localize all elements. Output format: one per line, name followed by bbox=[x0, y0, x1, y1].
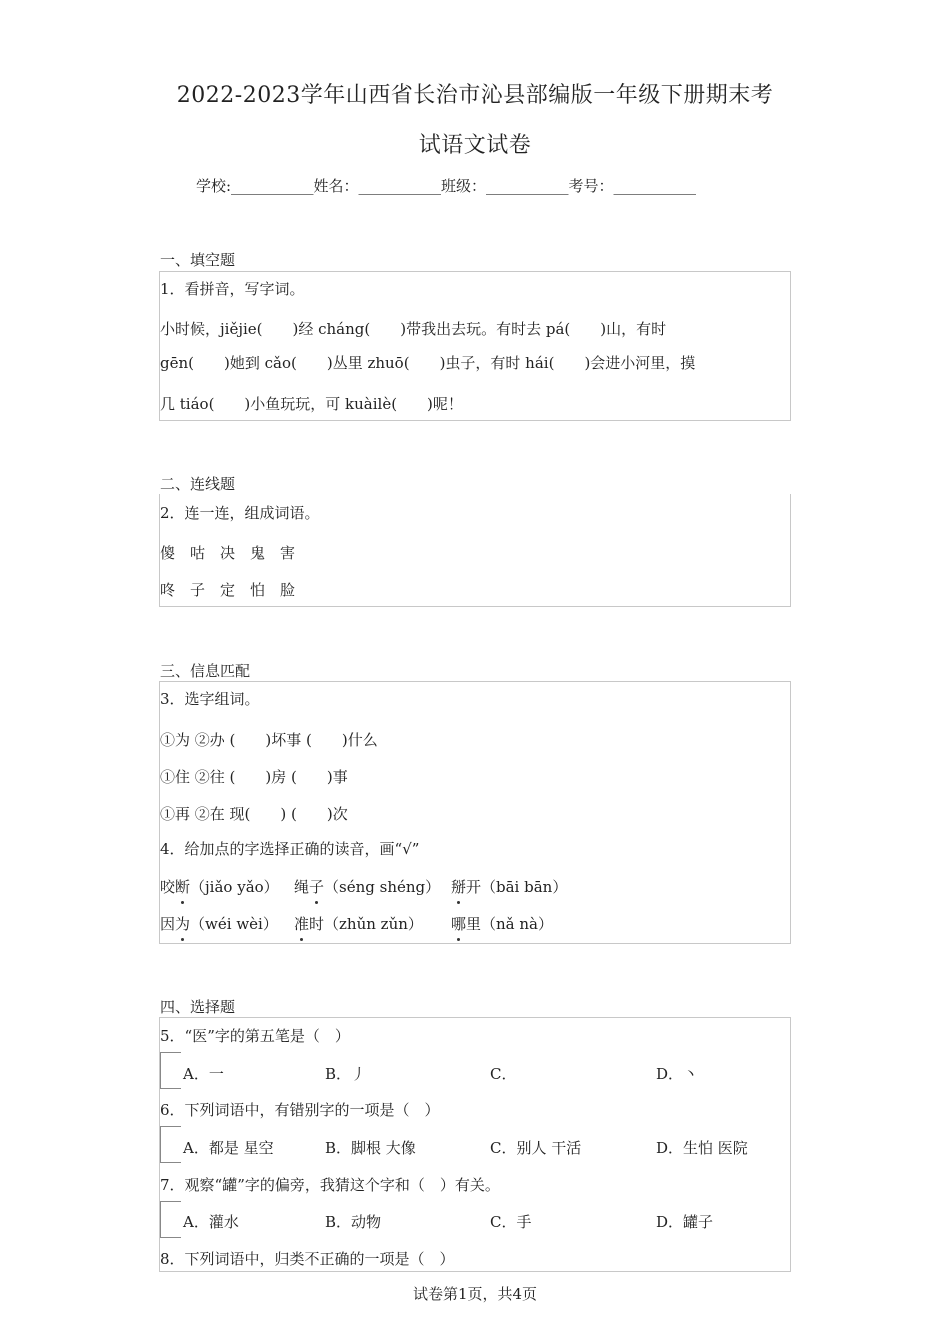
question-4-item-1a: 咬断（jiǎo yǎo） bbox=[160, 878, 279, 896]
question-8-stem: 8．下列词语中，归类不正确的一项是（ ） bbox=[160, 1250, 455, 1268]
question-7-option-b: B．动物 bbox=[325, 1213, 382, 1231]
question-6-option-d: D．生怕 医院 bbox=[656, 1139, 748, 1157]
question-1-line-1: 小时候，jiějie( )经 cháng( )带我出去玩。有时去 pá( )山，有时 bbox=[160, 320, 667, 338]
option-bracket-5 bbox=[160, 1052, 181, 1089]
question-5-option-a: A．一 bbox=[183, 1065, 224, 1083]
question-3-stem: 3．选字组词。 bbox=[160, 690, 260, 708]
question-2-row-1: 傻 咕 决 鬼 害 bbox=[160, 544, 296, 562]
page-footer: 试卷第1页，共4页 bbox=[412, 1285, 538, 1303]
question-4-item-2a: 因为（wéi wèi） bbox=[160, 915, 278, 933]
question-4-item-2b: 准时（zhǔn zǔn） bbox=[294, 915, 423, 933]
exam-title-line1: 2022-2023学年山西省长治市沁县部编版一年级下册期末考 bbox=[176, 83, 774, 108]
section-title-fill-blank: 一、填空题 bbox=[160, 251, 236, 269]
question-3-row-3: ①再 ②在 现( ) ( )次 bbox=[160, 805, 348, 823]
question-5-stem: 5．“医”字的第五笔是（ ） bbox=[160, 1027, 350, 1045]
student-info-line: 学校:___________姓名：___________班级：___________考号：___________ bbox=[196, 177, 697, 195]
question-7-stem: 7．观察“罐”字的偏旁，我猜这个字和（ ）有关。 bbox=[160, 1176, 500, 1194]
question-3-row-1: ①为 ②办 ( )坏事 ( )什么 bbox=[160, 731, 378, 749]
question-6-stem: 6．下列词语中，有错别字的一项是（ ） bbox=[160, 1101, 440, 1119]
section-title-info-match: 三、信息匹配 bbox=[160, 662, 251, 680]
question-6-option-c: C．别人 干活 bbox=[490, 1139, 582, 1157]
question-3-row-2: ①住 ②往 ( )房 ( )事 bbox=[160, 768, 348, 786]
question-6-option-a: A．都是 星空 bbox=[183, 1139, 274, 1157]
question-5-option-c: C． bbox=[490, 1065, 517, 1083]
question-1-stem: 1．看拼音，写字词。 bbox=[160, 280, 305, 298]
question-4-item-2c: 哪里（nǎ nà） bbox=[451, 915, 553, 933]
section-title-matching: 二、连线题 bbox=[160, 475, 236, 493]
question-1-line-3: 几 tiáo( )小鱼玩玩，可 kuàilè( )呢！ bbox=[160, 395, 463, 413]
question-4-stem: 4．给加点的字选择正确的读音，画“√” bbox=[160, 840, 420, 858]
question-2-stem: 2．连一连，组成词语。 bbox=[160, 504, 320, 522]
question-5-option-d: D．丶 bbox=[656, 1065, 699, 1083]
question-5-option-b: B．丿 bbox=[325, 1065, 367, 1083]
question-4-item-1b: 绳子（séng shéng） bbox=[294, 878, 441, 896]
question-1-line-2: gēn( )她到 cǎo( )丛里 zhuō( )虫子，有时 hái( )会进小河里，摸 bbox=[160, 354, 696, 372]
question-7-option-d: D．罐子 bbox=[656, 1213, 714, 1231]
question-2-row-2: 咚 子 定 怕 脸 bbox=[160, 581, 296, 599]
question-6-option-b: B．脚根 大像 bbox=[325, 1139, 416, 1157]
question-7-option-c: C．手 bbox=[490, 1213, 532, 1231]
exam-title-line2: 试语文试卷 bbox=[418, 133, 532, 158]
option-bracket-6 bbox=[160, 1126, 181, 1163]
section-title-choice: 四、选择题 bbox=[160, 998, 236, 1016]
option-bracket-7 bbox=[160, 1201, 181, 1238]
question-4-item-1c: 掰开（bāi bān） bbox=[451, 878, 568, 896]
question-7-option-a: A．灌水 bbox=[183, 1213, 239, 1231]
